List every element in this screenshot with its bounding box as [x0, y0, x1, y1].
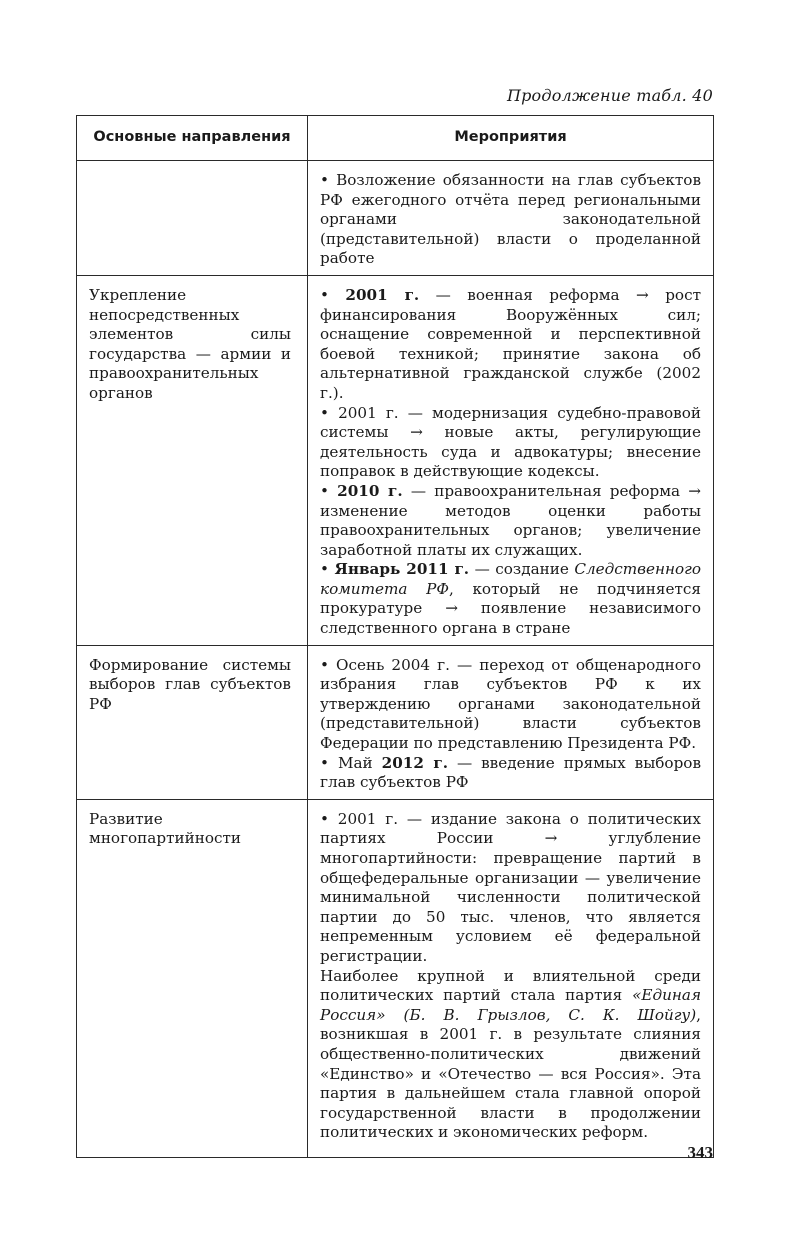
measures-table: [76, 115, 714, 1158]
direction-cell: Формирование системы выборов глав субъектов РФ: [77, 645, 308, 799]
measure-item: • 2001 г. — военная реформа → рост финансирования Вооружённых сил; оснащение современной и перспективной боевой техникой; принятие закона об альтернативной гражданской службе (2002 г.).: [320, 285, 701, 402]
table-row: [77, 161, 714, 276]
table-row: [77, 799, 714, 1157]
measures-cell: [308, 645, 714, 799]
measure-item: • Осень 2004 г. — переход от общенародного избрания глав субъектов РФ к их утверждению органами законодательной (представительной) власти субъектов Федерации по представлению Президента РФ.: [320, 655, 701, 753]
measures-cell: [308, 799, 714, 1157]
measure-item: • 2001 г. — модернизация судебно-правовой системы → новые акты, регулирующие деятельность суда и адвокатуры; внесение поправок в действующие кодексы.: [320, 403, 701, 481]
table-header-row: [77, 116, 714, 161]
header-directions: Основные направления: [77, 116, 308, 161]
direction-cell: Укрепление непосредственных элементов силы государства — армии и правоохранительных органов: [77, 275, 308, 645]
measures-cell: [308, 275, 714, 645]
measure-item: • Январь 2011 г. — создание Следственного комитета РФ, который не подчиняется прокуратуре → появление независимого следственного органа в стране: [320, 560, 701, 638]
measure-item: • 2001 г. — издание закона о политических партиях России → углубление многопартийности: превращение партий в общефедеральные организации — увеличение минимальной численности политической партии до 50 тыс. членов, что является непременным условием её федеральной регистрации.: [320, 809, 701, 965]
header-measures: Мероприятия: [308, 116, 714, 161]
direction-cell: [77, 161, 308, 276]
measure-item: • 2010 г. — правоохранительная реформа → изменение методов оценки работы правоохранительных органов; увеличение заработной платы их служащих.: [320, 481, 701, 559]
page-number: 343: [687, 1143, 713, 1162]
measure-item: • Май 2012 г. — введение прямых выборов глав субъектов РФ: [320, 753, 701, 792]
table-caption: Продолжение табл. 40: [506, 86, 713, 105]
measure-item: Наиболее крупной и влиятельной среди политических партий стала партия «Единая Россия» (Б. В. Грызлов, С. К. Шойгу), возникшая в 2001 г. в результате слияния общественно-политических движений «Единство» и «Отечество — вся Россия». Эта партия в дальнейшем стала главной опорой государственной власти в продолжении политических и экономических реформ.: [320, 966, 701, 1142]
measures-cell: [308, 161, 714, 276]
table-row: [77, 645, 714, 799]
table-row: [77, 275, 714, 645]
measure-item: • Возложение обязанности на глав субъектов РФ ежегодного отчёта перед региональными органами законодательной (представительной) власти о проделанной работе: [320, 171, 701, 268]
direction-cell: Развитие многопартийности: [77, 799, 308, 1157]
